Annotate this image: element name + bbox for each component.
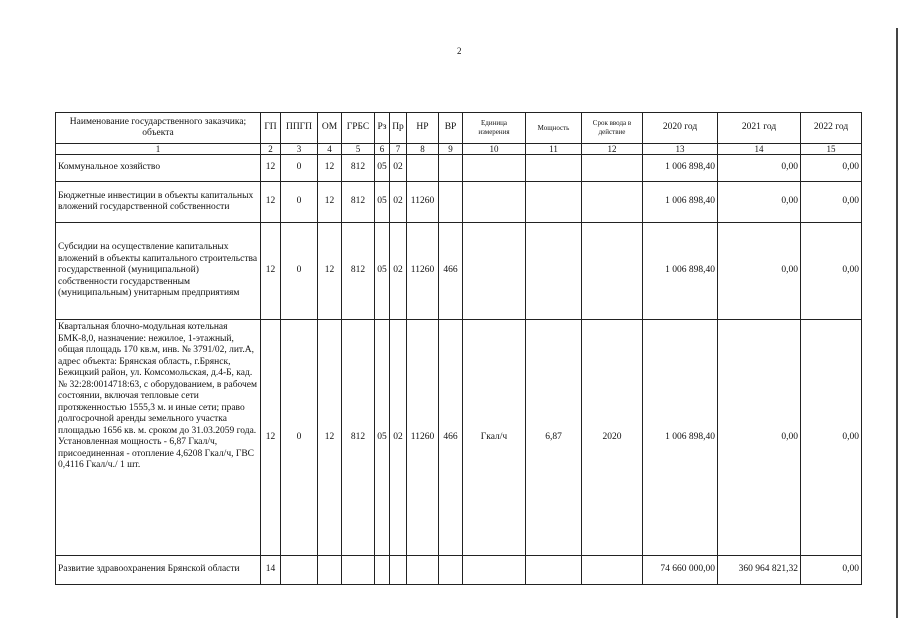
cell-gp: 14 <box>261 556 281 585</box>
cell-ppgp: 0 <box>281 223 318 320</box>
cell-2020: 74 660 000,00 <box>643 556 718 585</box>
cell-gp: 12 <box>261 155 281 182</box>
cell-rz: 05 <box>375 320 390 556</box>
cell-2020: 1 006 898,40 <box>643 155 718 182</box>
cell-pr: 02 <box>390 155 407 182</box>
investment-table <box>55 112 862 585</box>
cell-gp: 12 <box>261 320 281 556</box>
cell-capacity <box>526 182 582 223</box>
header-2022: 2022 год <box>801 113 862 144</box>
header-ppgp: ППГП <box>281 113 318 144</box>
cell-grbs: 812 <box>342 182 375 223</box>
cell-unit <box>463 155 526 182</box>
cell-gp: 12 <box>261 182 281 223</box>
page-number: 2 <box>457 46 462 56</box>
cell-grbs: 812 <box>342 320 375 556</box>
cell-om: 12 <box>318 155 342 182</box>
cell-capacity <box>526 556 582 585</box>
header-om: ОМ <box>318 113 342 144</box>
cell-grbs <box>342 556 375 585</box>
row-name: Субсидии на осуществление капитальных вложений в объекты капитального строительства государственной (муниципальной) собственности государственным (муниципальным) унитарным предприятиям <box>56 223 261 320</box>
cell-ppgp: 0 <box>281 320 318 556</box>
cell-2022: 0,00 <box>801 223 862 320</box>
column-numbers-row <box>56 144 862 155</box>
cell-gp: 12 <box>261 223 281 320</box>
cell-2020: 1 006 898,40 <box>643 320 718 556</box>
column-number: 14 <box>718 144 801 155</box>
cell-vr <box>439 155 463 182</box>
cell-unit: Гкал/ч <box>463 320 526 556</box>
column-number: 1 <box>56 144 261 155</box>
cell-2022: 0,00 <box>801 556 862 585</box>
header-capacity: Мощность <box>526 113 582 144</box>
cell-rz <box>375 556 390 585</box>
header-2020: 2020 год <box>643 113 718 144</box>
header-pr: Пр <box>390 113 407 144</box>
column-number: 2 <box>261 144 281 155</box>
column-number: 4 <box>318 144 342 155</box>
cell-vr: 466 <box>439 223 463 320</box>
cell-vr <box>439 556 463 585</box>
cell-ppgp: 0 <box>281 155 318 182</box>
cell-2021: 0,00 <box>718 223 801 320</box>
cell-term <box>582 223 643 320</box>
cell-pr <box>390 556 407 585</box>
column-number: 12 <box>582 144 643 155</box>
cell-rz: 05 <box>375 155 390 182</box>
cell-2020: 1 006 898,40 <box>643 182 718 223</box>
header-vr: ВР <box>439 113 463 144</box>
cell-rz: 05 <box>375 182 390 223</box>
column-number: 9 <box>439 144 463 155</box>
column-number: 13 <box>643 144 718 155</box>
header-gp: ГП <box>261 113 281 144</box>
cell-capacity <box>526 223 582 320</box>
cell-pr: 02 <box>390 182 407 223</box>
column-number: 11 <box>526 144 582 155</box>
cell-ppgp <box>281 556 318 585</box>
cell-pr: 02 <box>390 320 407 556</box>
cell-term: 2020 <box>582 320 643 556</box>
cell-nr: 11260 <box>407 182 439 223</box>
column-number: 7 <box>390 144 407 155</box>
table-row <box>56 320 862 556</box>
cell-nr <box>407 155 439 182</box>
cell-nr: 11260 <box>407 223 439 320</box>
table-row <box>56 556 862 585</box>
cell-nr <box>407 556 439 585</box>
table-row <box>56 155 862 182</box>
cell-term <box>582 155 643 182</box>
cell-2021: 0,00 <box>718 182 801 223</box>
column-number: 6 <box>375 144 390 155</box>
column-number: 3 <box>281 144 318 155</box>
cell-grbs: 812 <box>342 155 375 182</box>
cell-capacity <box>526 155 582 182</box>
header-unit: Единица измерения <box>463 113 526 144</box>
cell-pr: 02 <box>390 223 407 320</box>
cell-rz: 05 <box>375 223 390 320</box>
column-number: 8 <box>407 144 439 155</box>
cell-nr: 11260 <box>407 320 439 556</box>
header-name: Наименование государственного заказчика; объекта <box>56 113 261 144</box>
page-edge-line <box>896 28 898 618</box>
header-row <box>56 113 862 144</box>
cell-term <box>582 182 643 223</box>
cell-2021: 0,00 <box>718 155 801 182</box>
header-term: Срок ввода в действие <box>582 113 643 144</box>
row-name: Развитие здравоохранения Брянской области <box>56 556 261 585</box>
cell-vr: 466 <box>439 320 463 556</box>
table-row <box>56 182 862 223</box>
column-number: 10 <box>463 144 526 155</box>
cell-unit <box>463 556 526 585</box>
column-number: 5 <box>342 144 375 155</box>
row-name: Бюджетные инвестиции в объекты капитальных вложений государственной собственности <box>56 182 261 223</box>
cell-grbs: 812 <box>342 223 375 320</box>
cell-ppgp: 0 <box>281 182 318 223</box>
cell-capacity: 6,87 <box>526 320 582 556</box>
header-2021: 2021 год <box>718 113 801 144</box>
table-row <box>56 223 862 320</box>
cell-2022: 0,00 <box>801 182 862 223</box>
row-name: Квартальная блочно-модульная котельная БМК-8,0, назначение: нежилое, 1-этажный, общая площадь 170 кв.м, инв. № 3791/02, лит.А, адрес объекта: Брянская область, г.Брянск, Бежицкий район, ул. Комсомольская, д.4-Б, кад. № 32:28:0014718:63, с оборудованием, в рабочем состоянии, включая тепловые сети протяженностью 1555,3 м. и иные сети; право долгосрочной аренды земельного участка площадью 1656 кв. м. сроком до 31.03.2059 года. Установленная мощность - 6,87 Гкал/ч, присоединенная - отопление 4,6208 Гкал/ч, ГВС 0,4116 Гкал/ч./ 1 шт. <box>56 320 261 556</box>
header-grbs: ГРБС <box>342 113 375 144</box>
cell-om: 12 <box>318 320 342 556</box>
cell-2020: 1 006 898,40 <box>643 223 718 320</box>
cell-2022: 0,00 <box>801 320 862 556</box>
row-name: Коммунальное хозяйство <box>56 155 261 182</box>
cell-vr <box>439 182 463 223</box>
column-number: 15 <box>801 144 862 155</box>
cell-unit <box>463 223 526 320</box>
cell-om <box>318 556 342 585</box>
cell-2021: 360 964 821,32 <box>718 556 801 585</box>
cell-term <box>582 556 643 585</box>
cell-2022: 0,00 <box>801 155 862 182</box>
cell-om: 12 <box>318 182 342 223</box>
cell-om: 12 <box>318 223 342 320</box>
cell-unit <box>463 182 526 223</box>
header-rz: Рз <box>375 113 390 144</box>
header-nr: НР <box>407 113 439 144</box>
cell-2021: 0,00 <box>718 320 801 556</box>
